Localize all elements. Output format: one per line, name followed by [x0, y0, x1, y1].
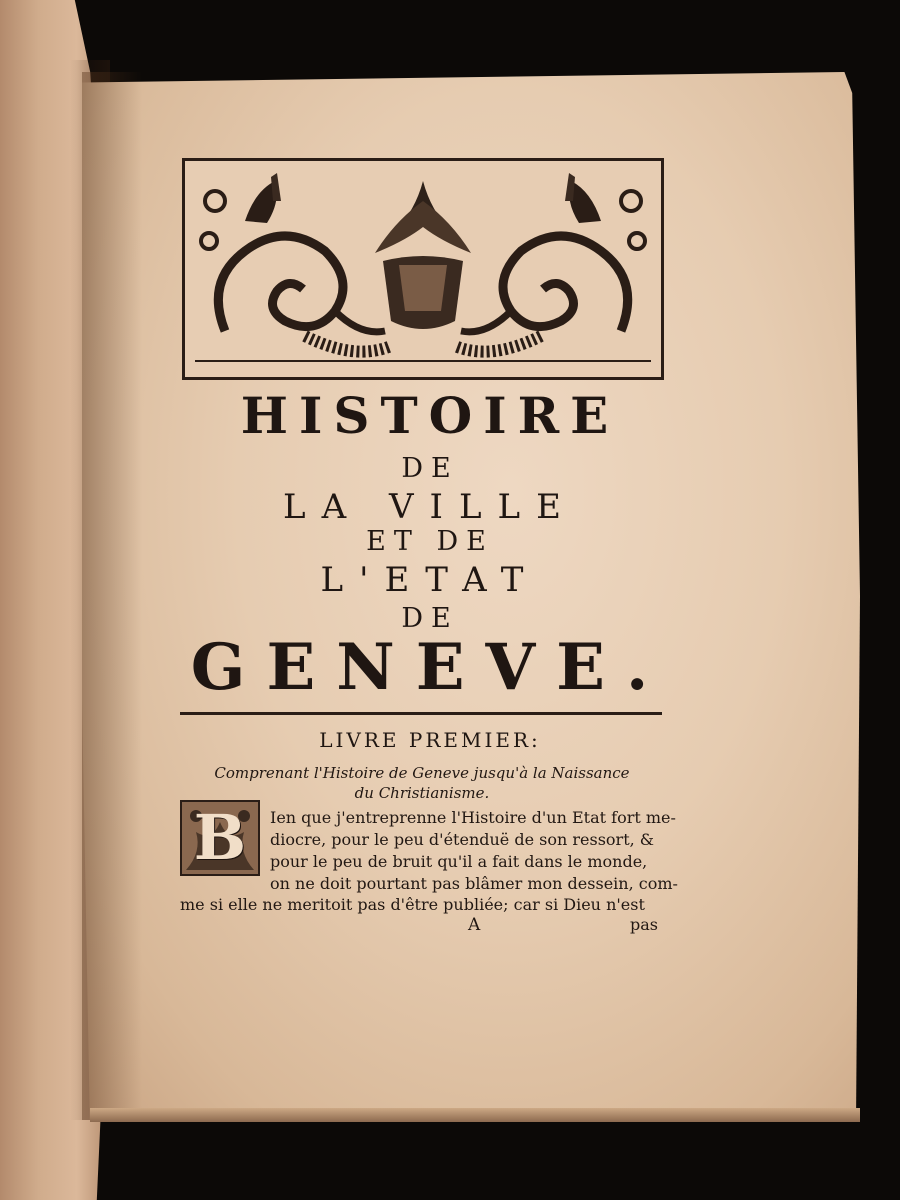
title-de-2: DE [401, 603, 459, 634]
title-et-de: ET DE [366, 526, 494, 557]
title-histoire: HISTOIRE [240, 386, 620, 445]
body-line-1: Ien que j'entreprenne l'Histoire d'un Etat fort me- [270, 808, 676, 827]
title-l-etat: L'ETAT [320, 560, 540, 600]
page-bottom-edge [90, 1108, 860, 1122]
body-line-2: diocre, pour le peu d'étenduë de son ressort, & [270, 830, 655, 849]
catchword: pas [630, 915, 658, 934]
title-geneve: GENEVE. [190, 630, 670, 705]
gutter-shadow [82, 72, 142, 1120]
subtitle-line-1: Comprenant l'Histoire de Geneve jusqu'à la Naissance [214, 764, 630, 782]
signature-mark: A [468, 915, 481, 935]
title-la-ville: LA VILLE [283, 487, 577, 527]
drop-cap [180, 800, 260, 876]
title-de-1: DE [401, 453, 459, 484]
book-label: LIVRE PREMIER: [319, 728, 541, 752]
subtitle-line-2: du Christianisme. [354, 784, 490, 802]
ornamental-headpiece [182, 158, 664, 380]
body-line-4: on ne doit pourtant pas blâmer mon dessein, com- [270, 874, 678, 893]
horizontal-rule [180, 712, 662, 715]
body-line-3: pour le peu de bruit qu'il a fait dans le monde, [270, 852, 648, 871]
drop-cap-letter: B [193, 801, 247, 874]
body-line-5: me si elle ne meritoit pas d'être publiée; car si Dieu n'est [180, 895, 645, 914]
headpiece-engraving [185, 161, 661, 377]
